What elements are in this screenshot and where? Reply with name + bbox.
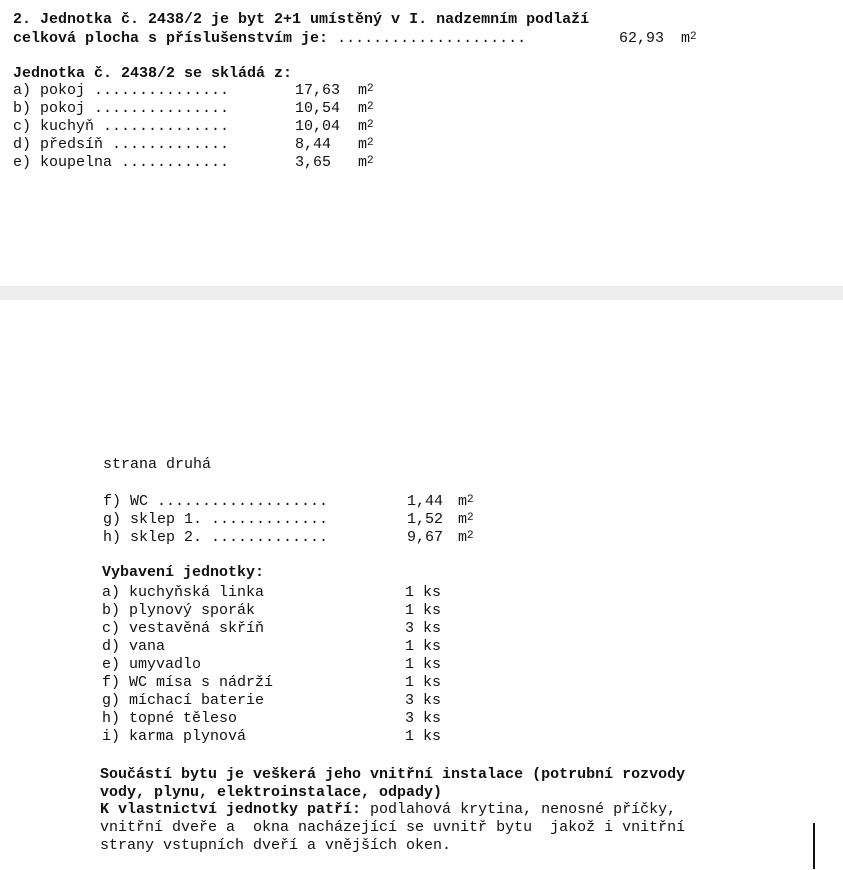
additional-room-row-label: f) WC ...................	[103, 493, 329, 510]
page-label: strana druhá	[103, 456, 212, 473]
equipment-row-value: 1 ks	[405, 584, 442, 601]
room-row-label: c) kuchyň ..............	[13, 118, 230, 135]
equipment-row-label: h) topné těleso	[102, 710, 238, 727]
room-row-label: d) předsíň .............	[13, 136, 230, 153]
equipment-row-value: 1 ks	[405, 638, 442, 655]
room-row-label: e) koupelna ............	[13, 154, 230, 171]
room-row-unit: $m^2$	[358, 118, 374, 135]
total-area-label: celková plocha s příslušenstvím je:	[13, 30, 329, 47]
equipment-row-value: 1 ks	[405, 656, 442, 673]
page-separator	[0, 286, 843, 300]
additional-room-row-value: 9,67	[407, 529, 444, 546]
unit-heading-line1: 2. Jednotka č. 2438/2 je byt 2+1 umístěný v I. nadzemním podlaží	[13, 11, 590, 28]
room-row-unit: $m^2$	[358, 82, 374, 99]
equipment-row-label: b) plynový sporák	[102, 602, 256, 619]
room-row-unit: $m^2$	[358, 154, 374, 171]
equipment-row-label: d) vana	[102, 638, 166, 655]
additional-room-row-label: g) sklep 1. .............	[103, 511, 329, 528]
equipment-row-label: i) karma plynová	[102, 728, 247, 745]
equipment-row-label: a) kuchyňská linka	[102, 584, 265, 601]
ownership-line1	[100, 801, 676, 819]
room-row-value: 8,44	[295, 136, 332, 153]
total-area-value: 62,93	[619, 30, 665, 47]
room-row-value: 3,65	[295, 154, 332, 171]
room-list-title: Jednotka č. 2438/2 se skládá z:	[13, 65, 293, 82]
room-row-unit: $m^2$	[358, 136, 374, 153]
equipment-row-label: c) vestavěná skříň	[102, 620, 265, 637]
room-row-unit: $m^2$	[358, 100, 374, 117]
room-row-label: a) pokoj ...............	[13, 82, 230, 99]
additional-room-row-value: 1,44	[407, 493, 444, 510]
equipment-row-value: 3 ks	[405, 620, 442, 637]
installation-line2: vody, plynu, elektroinstalace, odpady)	[100, 784, 443, 801]
room-row-value: 10,04	[295, 118, 341, 135]
additional-room-row-value: 1,52	[407, 511, 444, 528]
room-row-value: 10,54	[295, 100, 341, 117]
additional-room-row-unit: $m^2$	[458, 529, 474, 546]
equipment-row-label: f) WC mísa s nádrží	[102, 674, 274, 691]
equipment-row-value: 1 ks	[405, 674, 442, 691]
room-row-label: b) pokoj ...............	[13, 100, 230, 117]
installation-line1: Součástí bytu je veškerá jeho vnitřní instalace (potrubní rozvody	[100, 766, 686, 783]
unit-heading-line2	[13, 30, 697, 48]
equipment-row-label: g) míchací baterie	[102, 692, 265, 709]
total-area-unit: $m^2$	[681, 30, 697, 47]
additional-room-row-unit: $m^2$	[458, 511, 474, 528]
ownership-line2: vnitřní dveře a okna nacházející se uvnitř bytu jakož i vnitřní	[100, 819, 686, 836]
total-area-dots: .....................	[328, 30, 527, 47]
equipment-row-value: 1 ks	[405, 728, 442, 745]
additional-room-row-label: h) sklep 2. .............	[103, 529, 329, 546]
equipment-row-value: 3 ks	[405, 710, 442, 727]
room-row-value: 17,63	[295, 82, 341, 99]
equipment-row-value: 3 ks	[405, 692, 442, 709]
equipment-row-label: e) umyvadlo	[102, 656, 202, 673]
equipment-title: Vybavení jednotky:	[102, 564, 265, 581]
equipment-row-value: 1 ks	[405, 602, 442, 619]
margin-mark	[813, 823, 815, 869]
ownership-text: podlahová krytina, nenosné příčky,	[361, 801, 677, 818]
ownership-label: K vlastnictví jednotky patří:	[100, 801, 362, 818]
ownership-line3: strany vstupních dveří a vnějších oken.	[100, 837, 452, 854]
additional-room-row-unit: $m^2$	[458, 493, 474, 510]
